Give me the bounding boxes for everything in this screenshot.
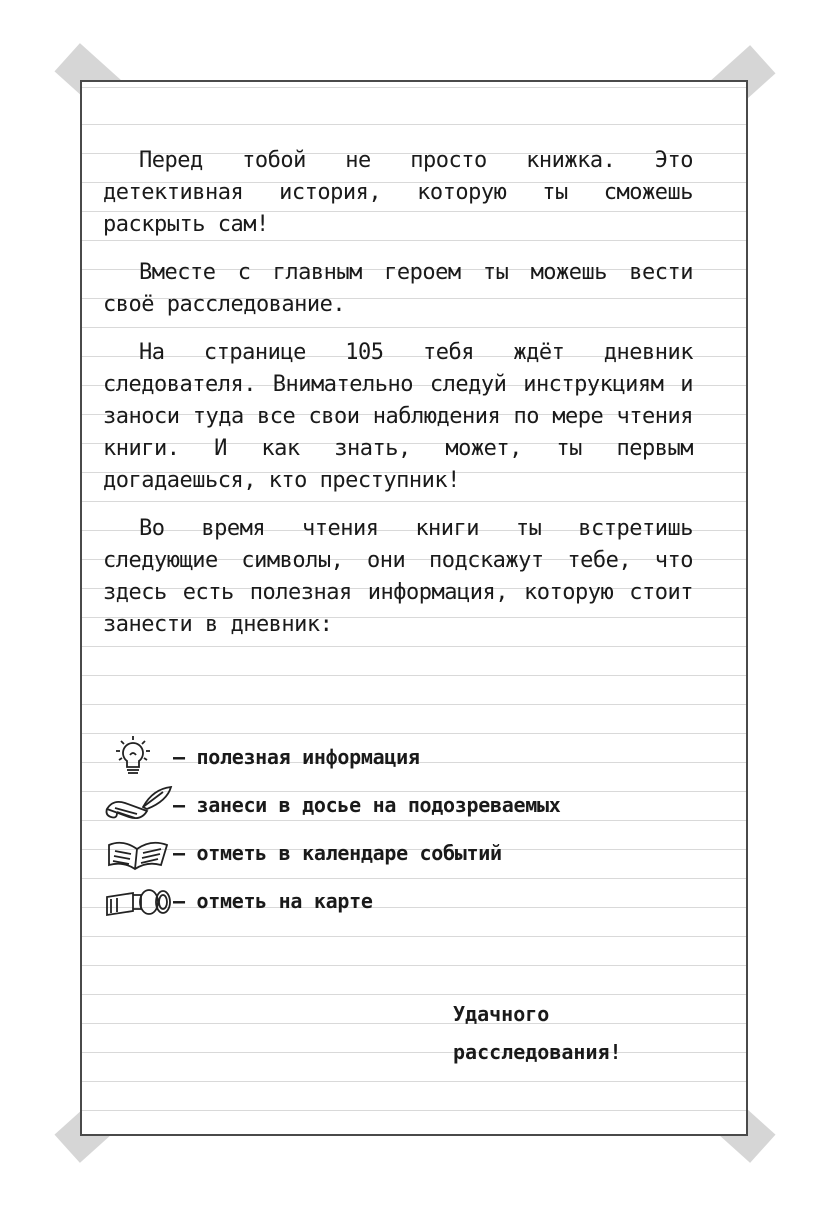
signoff-line: Удачного xyxy=(453,1002,550,1026)
scroll-quill-icon xyxy=(103,783,173,827)
lightbulb-icon xyxy=(103,735,173,779)
paragraph: Во время чтения книги ты встретишь следующие символы, они подскажут тебе, что здесь есть полезная информация, которую стоит занести в дневник: xyxy=(103,516,693,637)
paragraph: Вместе с главным героем ты можешь вести своё расследование. xyxy=(103,260,693,317)
paragraph: Перед тобой не просто книжка. Это детективная история, которую ты сможешь раскрыть сам! xyxy=(103,148,693,237)
legend-item xyxy=(103,781,713,829)
legend-text: — отметь в календаре событий xyxy=(173,841,502,865)
legend-item xyxy=(103,877,713,925)
legend-text: — отметь на карте xyxy=(173,889,373,913)
open-book-icon xyxy=(103,831,173,875)
binoculars-icon xyxy=(103,879,173,923)
intro-text xyxy=(103,145,693,657)
signoff xyxy=(453,995,622,1071)
legend-item xyxy=(103,829,713,877)
legend-item xyxy=(103,733,713,781)
legend-text: — полезная информация xyxy=(173,745,420,769)
legend-text: — занеси в досье на подозреваемых xyxy=(173,793,561,817)
symbol-legend xyxy=(103,733,713,925)
paragraph: На странице 105 тебя ждёт дневник следователя. Внимательно следуй инструкциям и заноси туда все свои наблюдения по мере чтения книги. И как знать, может, ты первым догадаешься, кто преступник! xyxy=(103,340,693,493)
signoff-line: расследования! xyxy=(453,1040,622,1064)
